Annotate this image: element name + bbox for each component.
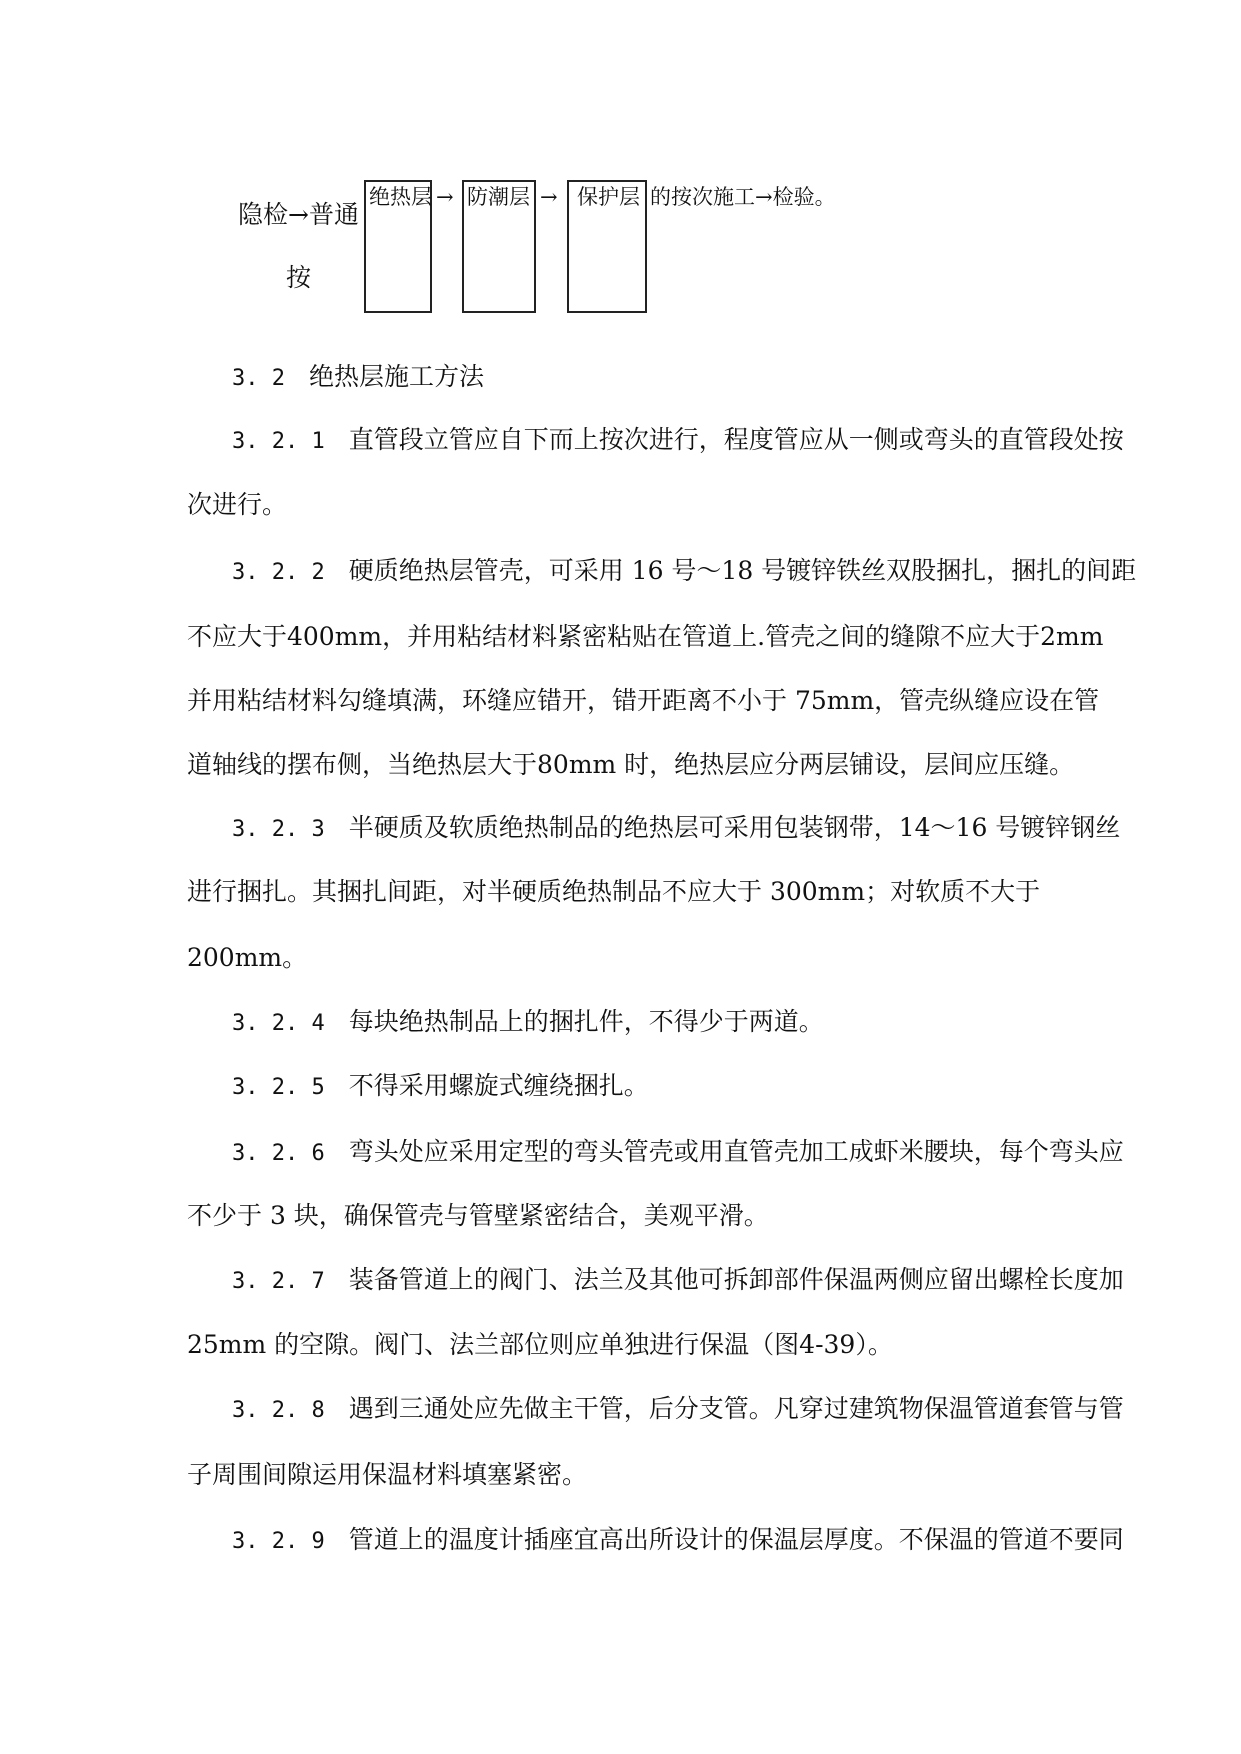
para-3-2-2-line-2: 不应大于400mm，并用粘结材料紧密粘贴在管道上.管壳之间的缝隙不应大于2mm [187,622,1104,651]
flow-arrow-1: → [436,185,454,209]
para-3-2-9-line-1: 3. 2. 9 管道上的温度计插座宜高出所设计的保温层厚度。不保温的管道不要同 [232,1525,1124,1554]
para-3-2-1-line-1: 3. 2. 1 直管段立管应自下而上按次进行，程度管应从一侧或弯头的直管段处按 [232,425,1124,454]
flow-tail-text: 的按次施工→检验。 [650,185,836,209]
flow-left-top: 隐检→普通 [238,200,359,229]
para-3-2-6-line-2: 不少于 3 块，确保管壳与管壁紧密结合，美观平滑。 [187,1201,769,1230]
para-3-2-7-line-1: 3. 2. 7 装备管道上的阀门、法兰及其他可拆卸部件保温两侧应留出螺栓长度加 [232,1265,1124,1294]
flow-box-protective [567,180,647,313]
flow-box-insulation-label: 绝热层 [369,185,432,209]
section-title: 绝热层施工方法 [308,362,484,391]
flow-arrow-2: → [540,185,558,209]
para-3-2-2-line-3: 并用粘结材料勾缝填满，环缝应错开，错开距离不小于 75mm，管壳纵缝应设在管 [187,686,1100,715]
para-3-2-4: 3. 2. 4 每块绝热制品上的捆扎件，不得少于两道。 [232,1007,824,1036]
para-3-2-6-line-1: 3. 2. 6 弯头处应采用定型的弯头管壳或用直管壳加工成虾米腰块，每个弯头应 [232,1137,1124,1166]
para-3-2-5: 3. 2. 5 不得采用螺旋式缠绕捆扎。 [232,1071,649,1100]
para-3-2-2-line-1: 3. 2. 2 硬质绝热层管壳，可采用 16 号～18 号镀锌铁丝双股捆扎，捆扎的间距 [232,556,1137,585]
para-3-2-2-line-4: 道轴线的摆布侧，当绝热层大于80mm 时，绝热层应分两层铺设，层间应压缝。 [187,750,1075,779]
flow-box-protective-label: 保护层 [577,185,640,209]
para-3-2-8-number: 3. 2. 8 [232,1398,325,1423]
para-3-2-3-number: 3. 2. 3 [232,817,325,842]
para-3-2-1-line-2: 次进行。 [187,490,288,519]
flow-box-moisture [462,180,536,313]
para-3-2-7-number: 3. 2. 7 [232,1269,325,1294]
flow-box-insulation [364,180,432,313]
para-3-2-1-number: 3. 2. 1 [232,429,325,454]
para-3-2-3-line-3: 200mm。 [187,943,308,972]
para-3-2-7-line-2: 25mm 的空隙。阀门、法兰部位则应单独进行保温（图4-39）。 [187,1330,893,1359]
para-3-2-5-number: 3. 2. 5 [232,1075,325,1100]
para-3-2-4-number: 3. 2. 4 [232,1011,325,1036]
para-3-2-8-line-1: 3. 2. 8 遇到三通处应先做主干管，后分支管。凡穿过建筑物保温管道套管与管 [232,1394,1124,1423]
para-3-2-2-number: 3. 2. 2 [232,560,325,585]
para-3-2-3-line-2: 进行捆扎。其捆扎间距，对半硬质绝热制品不应大于 300mm；对软质不大于 [187,877,1041,906]
para-3-2-9-number: 3. 2. 9 [232,1529,325,1554]
section-heading [232,362,484,394]
para-3-2-6-number: 3. 2. 6 [232,1141,325,1166]
flow-left-bottom: 按 [286,263,312,292]
para-3-2-3-line-1: 3. 2. 3 半硬质及软质绝热制品的绝热层可采用包装钢带，14～16 号镀锌钢丝 [232,813,1121,842]
para-3-2-8-line-2: 子周围间隙运用保温材料填塞紧密。 [187,1460,588,1489]
section-number: 3. 2 [232,366,285,391]
flow-box-moisture-label: 防潮层 [467,185,530,209]
